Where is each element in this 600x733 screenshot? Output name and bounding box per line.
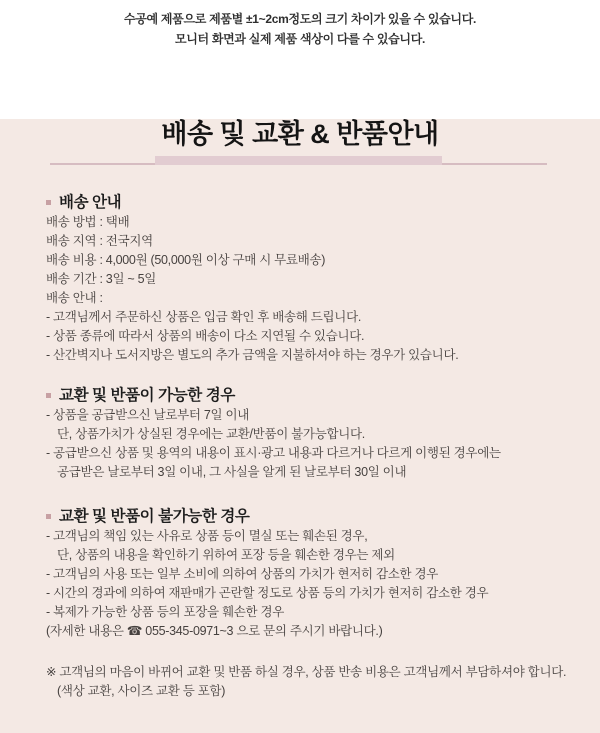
text-line: 배송 기간 : 3일 ~ 5일 (46, 272, 156, 286)
text-line: - 상품 종류에 따라서 상품의 배송이 다소 지연될 수 있습니다. (46, 329, 365, 343)
text-line: 배송 방법 : 택배 (46, 215, 130, 229)
square-bullet-icon (46, 200, 51, 205)
section-exchange-impossible (46, 506, 592, 641)
text-line: - 고객님께서 주문하신 상품은 입금 확인 후 배송해 드립니다. (46, 310, 362, 324)
policy-content (0, 166, 600, 701)
footnote-line: (색상 교환, 사이즈 교환 등 포함) (57, 684, 226, 698)
section-shipping-info (46, 192, 592, 365)
section-heading (46, 192, 592, 213)
square-bullet-icon (46, 514, 51, 519)
section-heading-text: 배송 안내 (59, 194, 122, 211)
text-line: - 시간의 경과에 의하여 재판매가 곤란할 정도로 상품 등의 가치가 현저히 감소한 경우 (46, 586, 489, 600)
text-line: - 산간벽지나 도서지방은 별도의 추가 금액을 지불하셔야 하는 경우가 있습니다. (46, 348, 459, 362)
square-bullet-icon (46, 393, 51, 398)
text-line: 공급받은 날로부터 3일 이내, 그 사실을 알게 된 날로부터 30일 이내 (57, 465, 407, 479)
section-heading (46, 385, 592, 406)
shipping-policy-panel (0, 119, 600, 733)
notice-line-color: 모니터 화면과 실제 제품 색상이 다를 수 있습니다. (174, 32, 426, 46)
contact-phone-line: (자세한 내용은 ☎ 055-345-0971~3 으로 문의 주시기 바랍니다.) (46, 624, 383, 638)
text-line: - 고객님의 책임 있는 사유로 상품 등이 멸실 또는 훼손된 경우, (46, 529, 368, 543)
section-exchange-possible (46, 385, 592, 482)
text-line: 단, 상품의 내용을 확인하기 위하여 포장 등을 훼손한 경우는 제외 (57, 548, 395, 562)
section-heading-text: 교환 및 반품이 가능한 경우 (59, 387, 235, 404)
text-line: - 고객님의 사용 또는 일부 소비에 의하여 상품의 가치가 현저히 감소한 경우 (46, 567, 439, 581)
divider-thick-band (155, 156, 442, 165)
section-heading (46, 506, 592, 527)
text-line: 배송 지역 : 전국지역 (46, 234, 153, 248)
page-title: 배송 및 교환 & 반품안내 (161, 119, 439, 149)
footnote-line: ※ 고객님의 마음이 바뀌어 교환 및 반품 하실 경우, 상품 반송 비용은 고객님께서 부담하셔야 합니다. (46, 665, 567, 679)
text-line: 단, 상품가치가 상실된 경우에는 교환/반품이 불가능합니다. (57, 427, 365, 441)
text-line: 배송 비용 : 4,000원 (50,000원 이상 구매 시 무료배송) (46, 253, 326, 267)
title-underline-decoration (0, 156, 600, 166)
text-line: - 공급받으신 상품 및 용역의 내용이 표시·광고 내용과 다르거나 다르게 이행된 경우에는 (46, 446, 501, 460)
text-line: - 복제가 가능한 상품 등의 포장을 훼손한 경우 (46, 605, 285, 619)
customer-change-of-mind-note (46, 663, 592, 701)
handmade-size-notice (0, 0, 600, 75)
text-line: 배송 안내 : (46, 291, 103, 305)
notice-line-size: 수공예 제품으로 제품별 ±1~2cm정도의 크기 차이가 있을 수 있습니다. (123, 12, 477, 26)
section-heading-text: 교환 및 반품이 불가능한 경우 (59, 508, 250, 525)
text-line: - 상품을 공급받으신 날로부터 7일 이내 (46, 408, 250, 422)
